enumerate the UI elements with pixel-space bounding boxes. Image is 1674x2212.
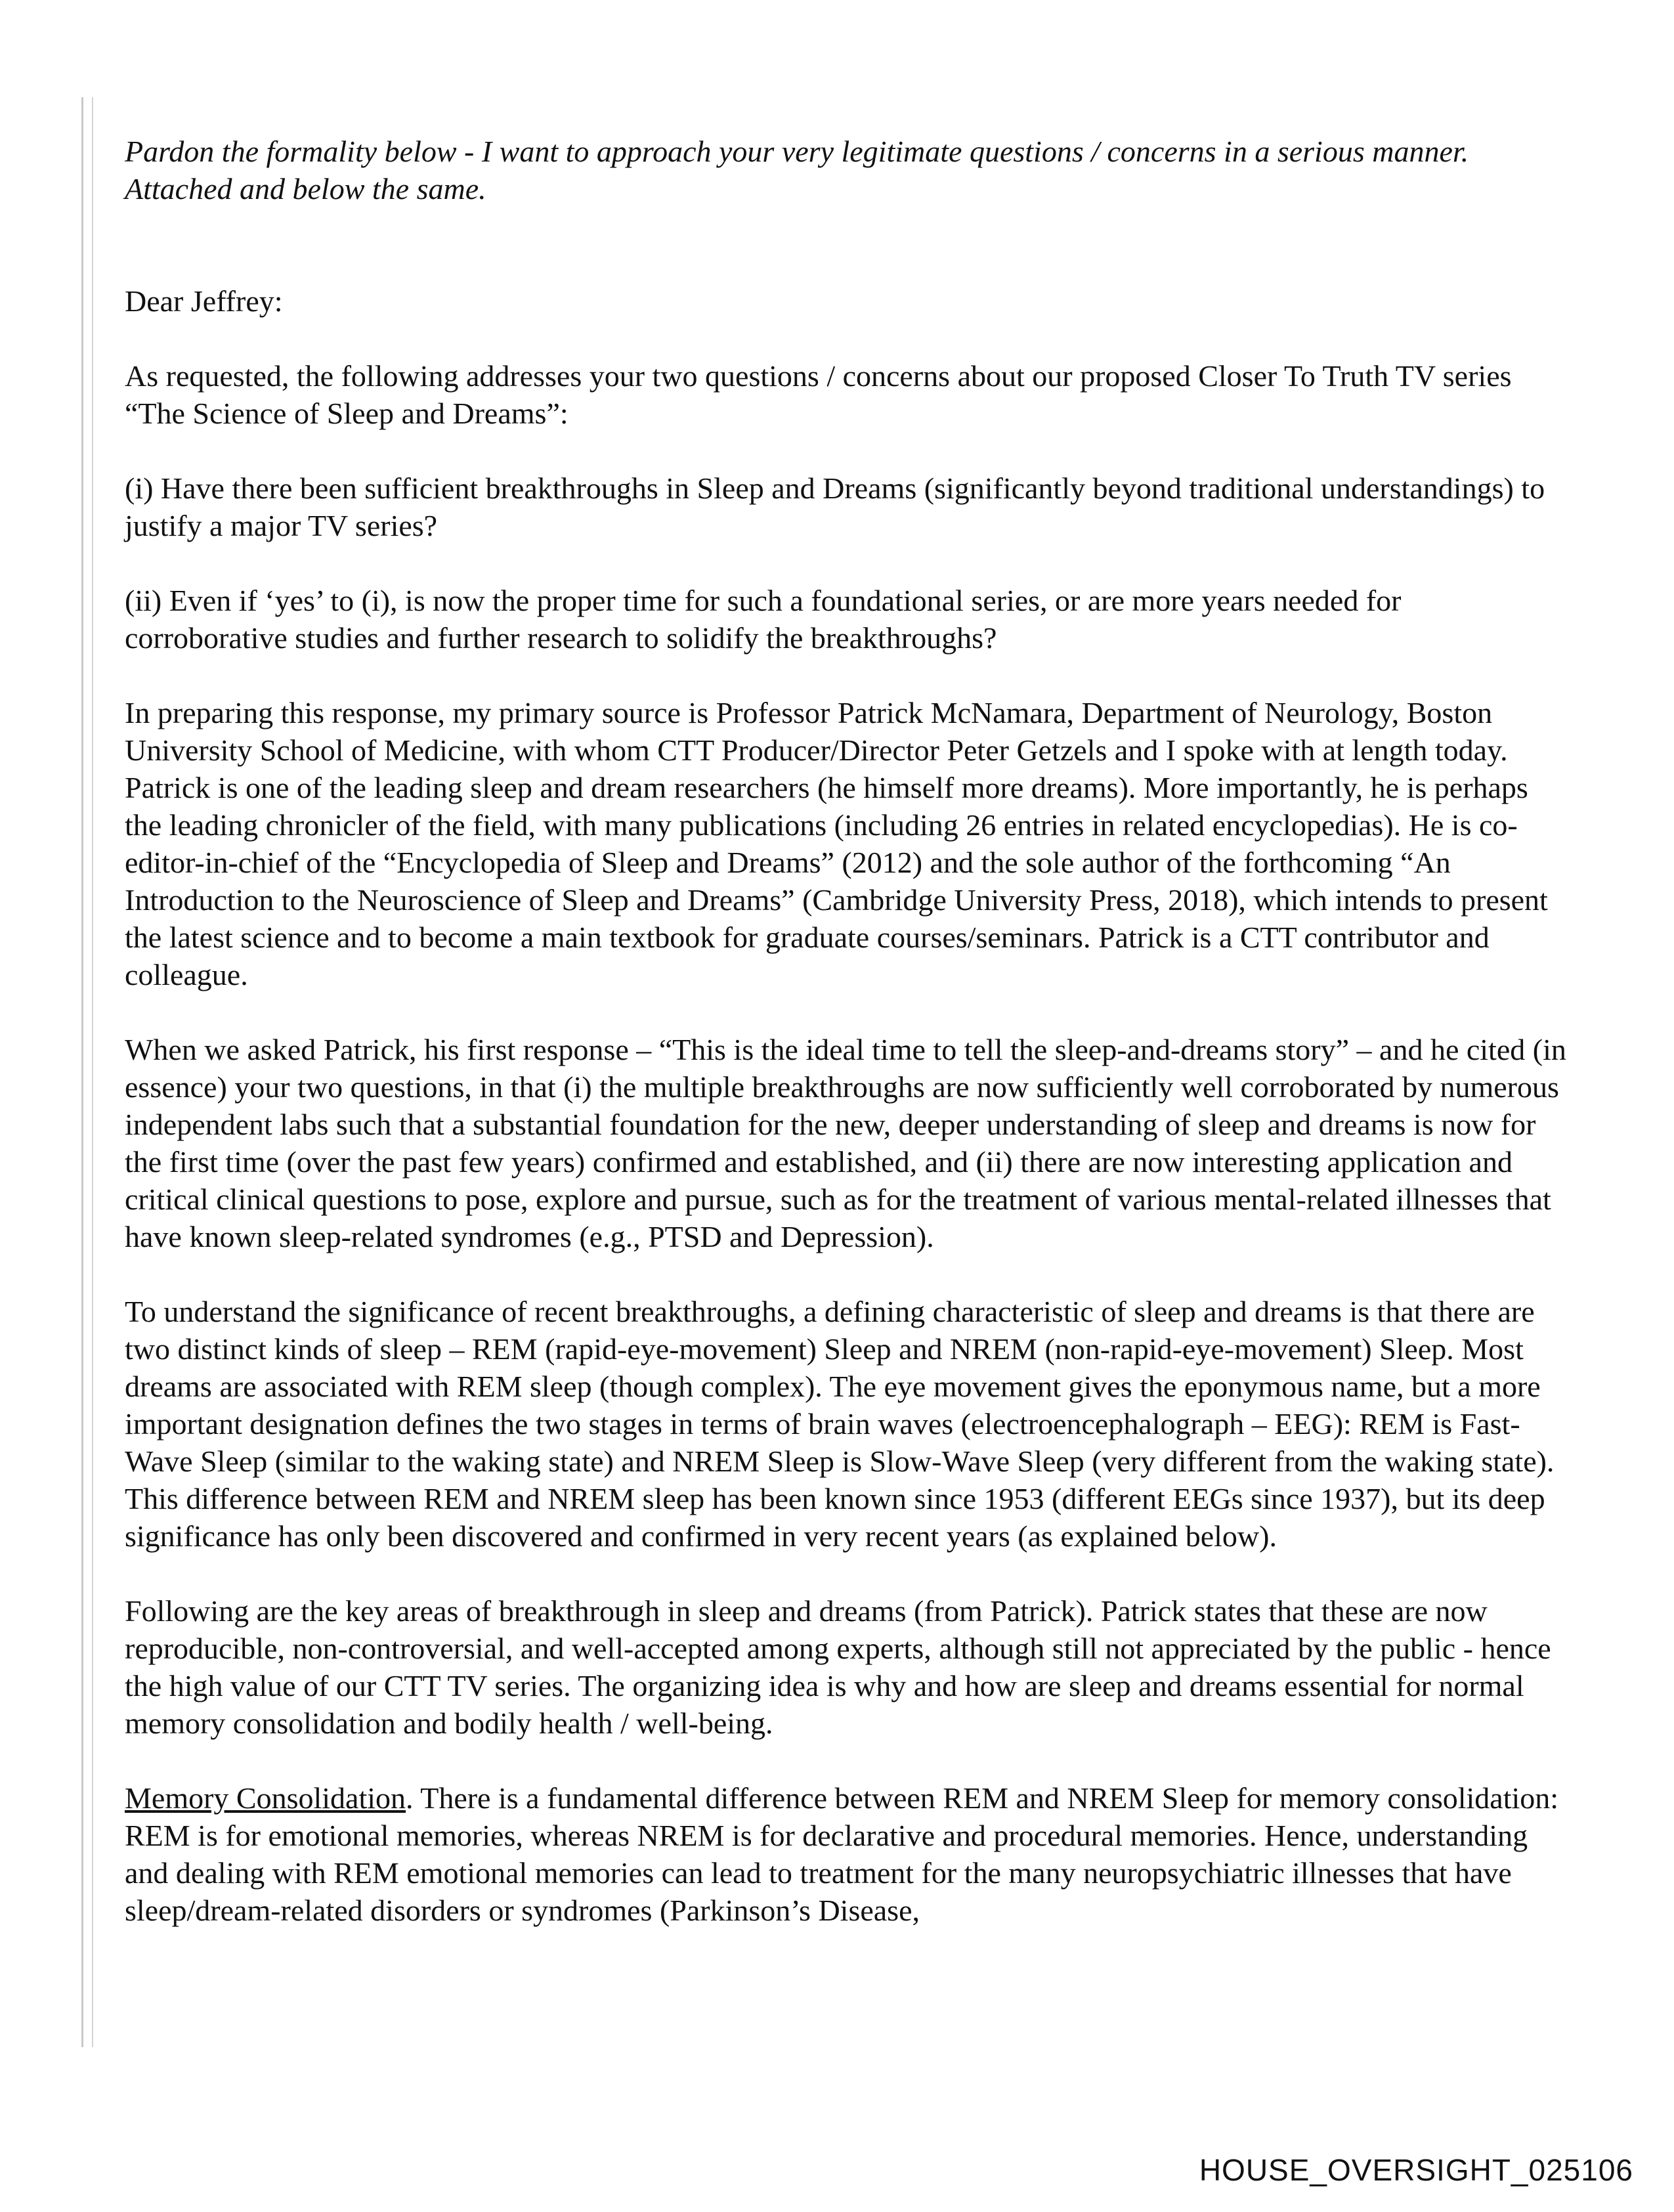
preface-line-1: Pardon the formality below - I want to approach your very legitimate questions / concerns in a serious manner. [125,135,1469,168]
significance-paragraph: To understand the significance of recent breakthroughs, a defining characteristic of sleep and dreams is that there are two distinct kinds of sleep – REM (rapid-eye-movement) Sleep and NREM (non-rapid-eye-movement) Sleep. Most dreams are associated with REM sleep (though complex). The eye movement gives the eponymous name, but a more important designation defines the two stages in terms of brain waves (electroencephalograph – EEG): REM is Fast-Wave Sleep (similar to the waking state) and NREM Sleep is Slow-Wave Sleep (very different from the waking state). This difference between REM and NREM sleep has been known since 1953 (different EEGs since 1937), but its deep significance has only been discovered and confirmed in very recent years (as explained below). [125,1295,1555,1553]
memory-consolidation-heading: Memory Consolidation [125,1781,406,1815]
quote-bar-inner [92,97,93,2047]
letter-body [125,133,1569,1966]
quote-bar-outer [81,97,83,2047]
source-paragraph: In preparing this response, my primary source is Professor Patrick McNamara, Department of Neurology, Boston University School of Medicine, with whom CTT Producer/Director Peter Getzels and I spoke with at length today. Patrick is one of the leading sleep and dream researchers (he himself more dreams). More importantly, he is perhaps the leading chronicler of the field, with many publications (including 26 entries in related encyclopedias). He is co-editor-in-chief of the “Encyclopedia of Sleep and Dreams” (2012) and the sole author of the forthcoming “An Introduction to the Neuroscience of Sleep and Dreams” (Cambridge University Press, 2018), which intends to present the latest science and to become a main textbook for graduate courses/seminars. Patrick is a CTT contributor and colleague. [125,696,1548,991]
intro-paragraph: As requested, the following addresses your two questions / concerns about our proposed Closer To Truth TV series “The Science of Sleep and Dreams”: [125,359,1512,430]
preface-line-2: Attached and below the same. [125,172,486,206]
response-paragraph: When we asked Patrick, his first response – “This is the ideal time to tell the sleep-and-dreams story” – and he cited (in essence) your two questions, in that (i) the multiple breakthroughs are now sufficiently well corroborated by numerous independent labs such that a substantial foundation for the new, deeper understanding of sleep and dreams is now for the first time (over the past few years) confirmed and established, and (ii) there are now interesting application and critical clinical questions to pose, explore and pursue, such as for the treatment of various mental-related illnesses that have known sleep-related syndromes (e.g., PTSD and Depression). [125,1033,1566,1253]
question-1: (i) Have there been sufficient breakthroughs in Sleep and Dreams (significantly beyond traditional understandings) to justify a major TV series? [125,471,1545,542]
document-id-stamp: HOUSE_OVERSIGHT_025106 [1199,2153,1633,2187]
memory-consolidation-paragraph [125,1779,1569,1929]
preface-note [125,133,1569,207]
memory-consolidation-body: . There is a fundamental difference between REM and NREM Sleep for memory consolidation: REM is for emotional memories, whereas NREM is for declarative and procedural memories. Hence, understanding and dealing with REM emotional memories can lead to treatment for the many neuropsychiatric illnesses that have sleep/dream-related disorders or syndromes (Parkinson’s Disease, [125,1781,1559,1927]
question-2: (ii) Even if ‘yes’ to (i), is now the proper time for such a foundational series, or are more years needed for corroborative studies and further research to solidify the breakthroughs? [125,584,1402,655]
salutation: Dear Jeffrey: [125,284,283,318]
key-areas-paragraph: Following are the key areas of breakthrough in sleep and dreams (from Patrick). Patrick states that these are now reproducible, non-controversial, and well-accepted among experts, although still not appreciated by the public - hence the high value of our CTT TV series. The organizing idea is why and how are sleep and dreams essential for normal memory consolidation and bodily health / well-being. [125,1594,1551,1740]
